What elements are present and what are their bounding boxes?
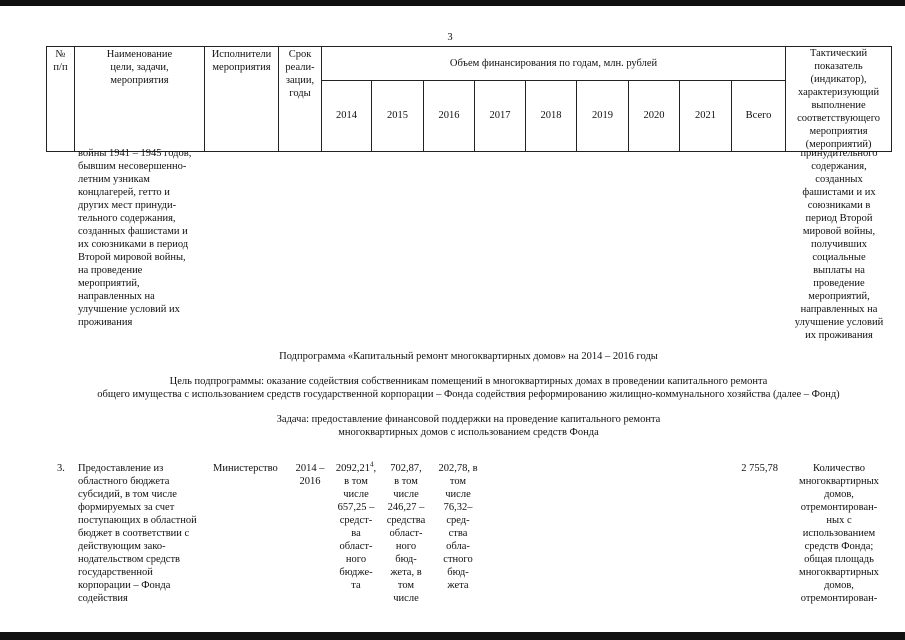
header-total: Всего xyxy=(732,80,786,151)
row3-term: 2014 – 2016 xyxy=(295,463,325,487)
bottom-border xyxy=(0,632,905,640)
row3-name: Предоставление из областного бюджета субсидий, в том числе формируемых за счет поступающих в областной бюджет в соответствии с действующим зако- нодательством средств государственной корпорации – Фонда содействия xyxy=(78,463,197,604)
subprogram-task-line1: Задача: предоставление финансовой поддержки на проведение капитального ремонта xyxy=(276,414,661,425)
page-number: 3 xyxy=(447,32,453,43)
header-funding: Объем финансирования по годам, млн. рублей xyxy=(322,47,786,81)
row3-2016: 202,78, в том числе 76,32– сред- ства обла- стного бюд- жета xyxy=(438,463,478,591)
header-executors: Исполнители мероприятия xyxy=(205,47,279,152)
header-term: Срок реали- зации, годы xyxy=(279,47,322,152)
continued-indicator-text: принудительного содержания, созданных фашистами и их союзниками в период Второй мировой войны, получивших социальные выплаты на проведение мероприятий, направленных на улучшение условий их проживания xyxy=(794,148,884,341)
top-border xyxy=(0,0,905,6)
header-year: 2017 xyxy=(475,80,526,151)
subprogram-goal-line2: общего имущества с использованием средств государственной корпорации – Фонда содействия реформированию жилищно-коммунального хозяйства (далее – Фонд) xyxy=(97,389,840,400)
header-year: 2015 xyxy=(372,80,424,151)
header-year: 2019 xyxy=(577,80,629,151)
header-year: 2014 xyxy=(322,80,372,151)
header-year: 2021 xyxy=(680,80,732,151)
row3-num: 3. xyxy=(57,463,65,474)
header-name: Наименование цели, задачи, мероприятия xyxy=(75,47,205,152)
row3-executor: Министерство xyxy=(213,463,278,474)
subprogram-title: Подпрограмма «Капитальный ремонт многоквартирных домов» на 2014 – 2016 годы xyxy=(279,351,658,362)
table-header xyxy=(46,46,892,152)
header-year: 2016 xyxy=(424,80,475,151)
row3-2014 xyxy=(330,462,382,592)
header-indicator: Тактический показатель (индикатор), характеризующий выполнение соответствующего мероприятия (мероприятий) xyxy=(786,47,892,152)
subprogram-task-line2: многоквартирных домов с использованием средств Фонда xyxy=(338,427,599,438)
row3-total: 2 755,78 xyxy=(741,463,778,474)
subprogram-goal-line1: Цель подпрограммы: оказание содействия собственникам помещений в многоквартирных домах в проведении капитального ремонта xyxy=(169,376,768,387)
row3-2014-rest: , в том числе 657,25 – средст- ва област- ного бюдже- та xyxy=(337,463,377,591)
header-num: № п/п xyxy=(47,47,75,152)
row3-2015: 702,87, в том числе 246,27 – средства област- ного бюд- жета, в том числе xyxy=(386,463,426,604)
row3-2014-value: 2092,21 xyxy=(335,463,370,474)
continued-name-text: войны 1941 – 1945 годов, бывшим несовершенно- летним узникам концлагерей, гетто и других мест принуди- тельного содержания, созданных фашистами и их союзниками в период Второй мировой войны, на проведение мероприятий, направленных на улучшение условий их проживания xyxy=(78,148,192,328)
header-year: 2018 xyxy=(526,80,577,151)
row3-2014-footnote: 4 xyxy=(370,460,374,469)
header-year: 2020 xyxy=(629,80,680,151)
row3-indicator: Количество многоквартирных домов, отремонтирован- ных с использованием средств Фонда; общая площадь многоквартирных домов, отремонтирован- xyxy=(799,463,879,604)
